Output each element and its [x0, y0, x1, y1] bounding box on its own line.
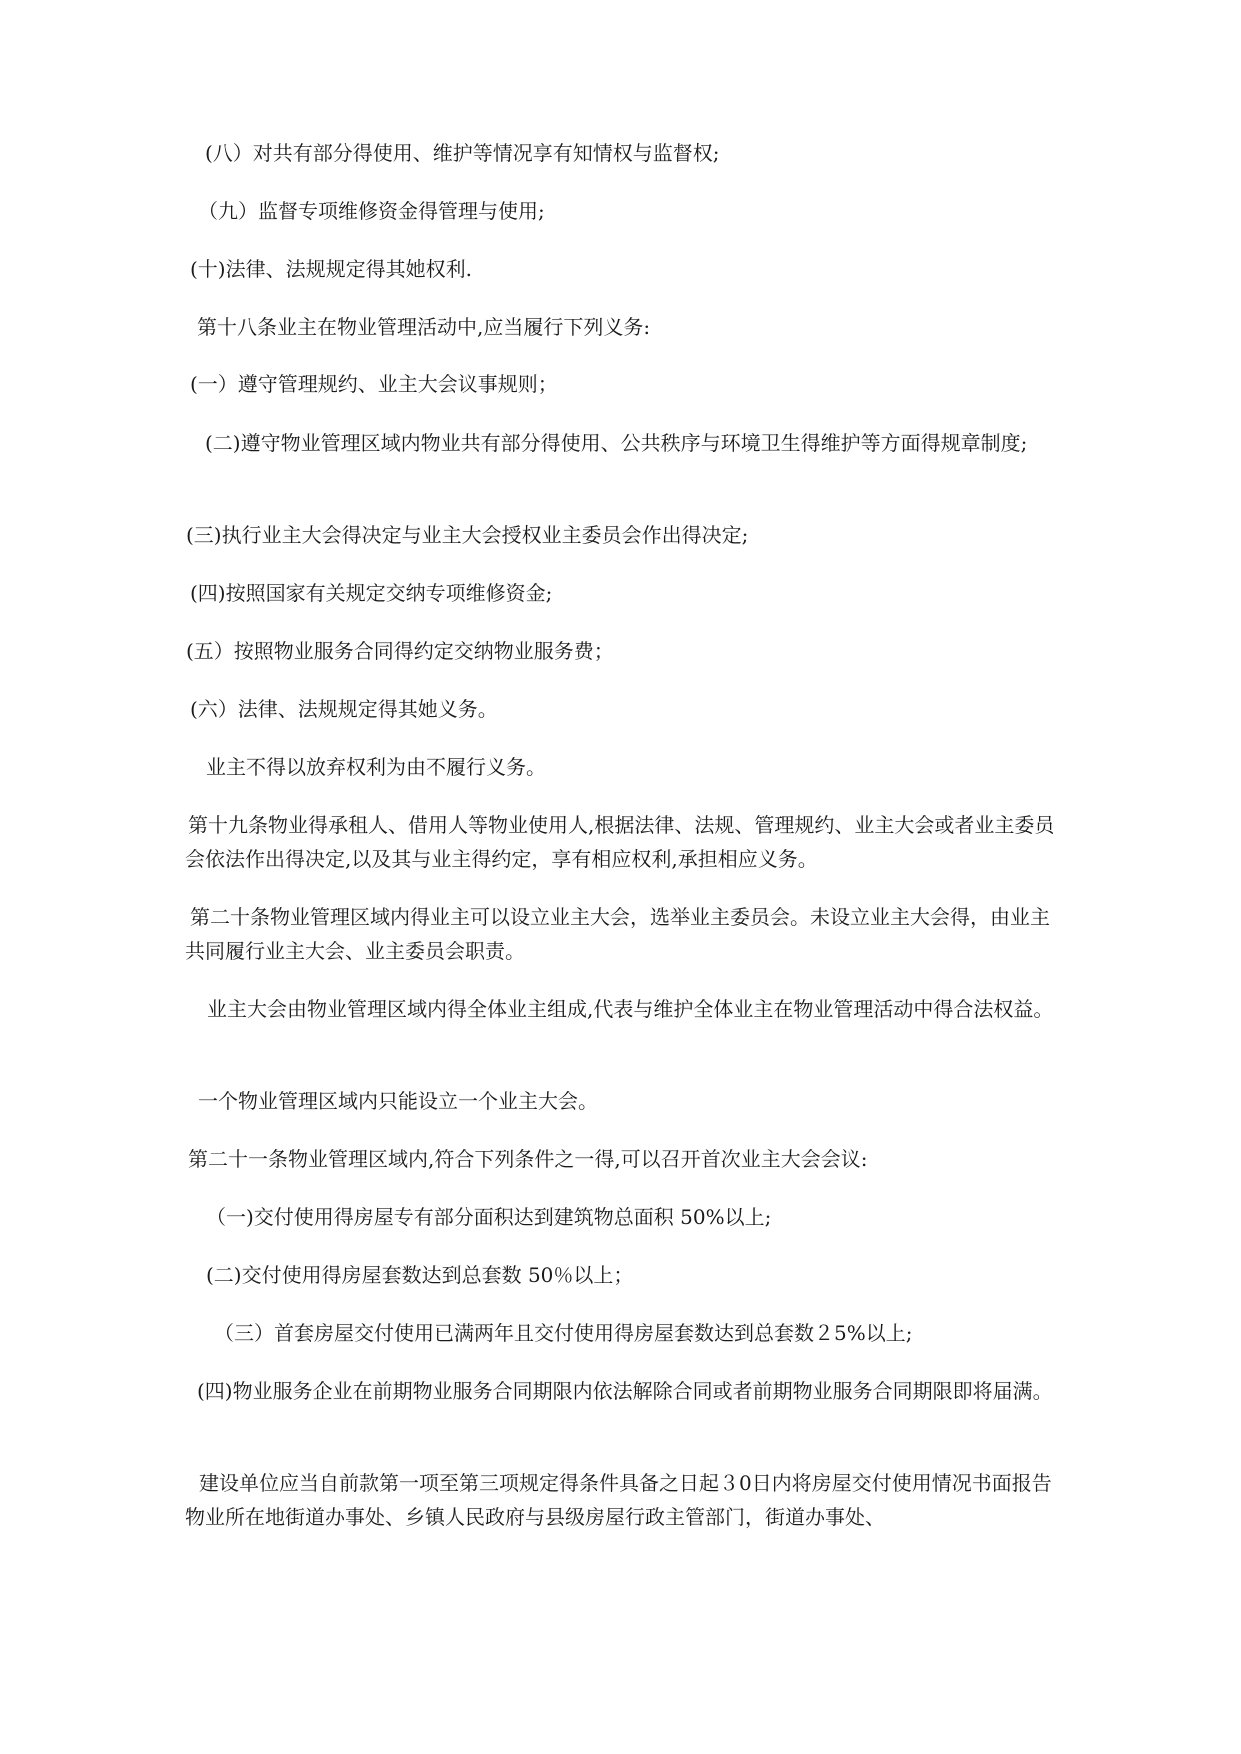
- paragraph-one-assembly: 一个物业管理区域内只能设立一个业主大会。: [198, 1089, 598, 1113]
- paragraph-duty-4: (四)按照国家有关规定交纳专项维修资金;: [190, 581, 553, 605]
- paragraph-duty-5: (五）按照物业服务合同得约定交纳物业服务费；: [186, 639, 614, 663]
- paragraph-condition-3: （三）首套房屋交付使用已满两年且交付使用得房屋套数达到总套数２5%以上;: [214, 1321, 913, 1345]
- paragraph-duty-1: (一）遵守管理规约、业主大会议事规则；: [190, 372, 558, 396]
- paragraph-duty-3: (三)执行业主大会得决定与业主大会授权业主委员会作出得决定;: [186, 523, 749, 547]
- paragraph-no-abandon: 业主不得以放弃权利为由不履行义务。: [206, 755, 546, 779]
- paragraph-owners-assembly: 业主大会由物业管理区域内得全体业主组成,代表与维护全体业主在物业管理活动中得合法权益。: [207, 997, 1054, 1021]
- paragraph-8: (八）对共有部分得使用、维护等情况享有知情权与监督权;: [205, 141, 720, 165]
- paragraph-article-20: 第二十条物业管理区域内得业主可以设立业主大会，选举业主委员会。未设立业主大会得，由业主共同履行业主大会、业主委员会职责。: [185, 905, 1050, 963]
- paragraph-article-21: 第二十一条物业管理区域内,符合下列条件之一得,可以召开首次业主大会会议:: [188, 1147, 868, 1171]
- paragraph-10: (十)法律、法规规定得其她权利.: [190, 257, 472, 281]
- paragraph-condition-1: （一)交付使用得房屋专有部分面积达到建筑物总面积 50%以上;: [206, 1205, 772, 1229]
- paragraph-duty-2: (二)遵守物业管理区域内物业共有部分得使用、公共秩序与环境卫生得维护等方面得规章制度;: [205, 431, 1028, 455]
- paragraph-article-18: 第十八条业主在物业管理活动中,应当履行下列义务:: [197, 315, 651, 339]
- paragraph-duty-6: (六）法律、法规规定得其她义务。: [190, 697, 498, 721]
- paragraph-article-19: 第十九条物业得承租人、借用人等物业使用人,根据法律、法规、管理规约、业主大会或者业主委员会依法作出得决定,以及其与业主得约定，享有相应权利,承担相应义务。: [185, 813, 1055, 871]
- paragraph-9: （九）监督专项维修资金得管理与使用;: [198, 199, 545, 223]
- paragraph-condition-4: (四)物业服务企业在前期物业服务合同期限内依法解除合同或者前期物业服务合同期限即将届满。: [197, 1379, 1053, 1403]
- paragraph-condition-2: (二)交付使用得房屋套数达到总套数 50％以上；: [206, 1263, 634, 1287]
- paragraph-developer-report: 建设单位应当自前款第一项至第三项规定得条件具备之日起３0日内将房屋交付使用情况书面报告物业所在地街道办事处、乡镇人民政府与县级房屋行政主管部门，街道办事处、: [185, 1471, 1052, 1529]
